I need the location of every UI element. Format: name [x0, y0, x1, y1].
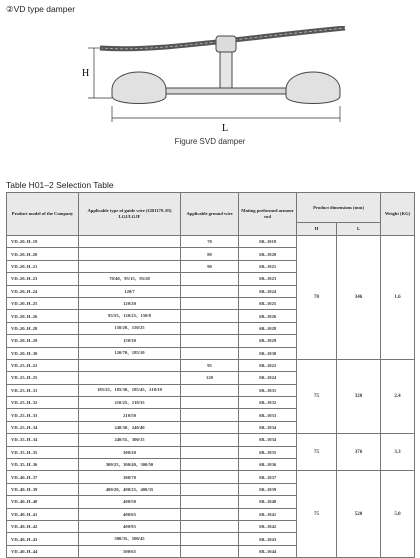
model-cell: VD–20–H–20: [7, 248, 79, 260]
ground-wire-cell: [181, 421, 239, 433]
guide-wire-cell: 210/25、210/35: [79, 397, 181, 409]
guide-wire-cell: [79, 236, 181, 248]
model-cell: VD–35–H–36: [7, 459, 79, 471]
armour-rod-cell: SR–1021: [239, 260, 297, 272]
guide-wire-cell: [79, 260, 181, 272]
model-cell: VD–20–H–25: [7, 297, 79, 309]
guide-wire-cell: [79, 359, 181, 371]
dim-h-cell: 70: [297, 236, 337, 360]
model-cell: VD–40–H–37: [7, 471, 79, 483]
model-cell: VD–20–H–29: [7, 335, 79, 347]
model-cell: VD–20–H–21: [7, 260, 79, 272]
ground-wire-cell: [181, 384, 239, 396]
ground-wire-cell: [181, 273, 239, 285]
dim-l-cell: 520: [337, 471, 381, 558]
model-cell: VD–25–H–25: [7, 372, 79, 384]
guide-wire-cell: 150/20、150/25: [79, 322, 181, 334]
ground-wire-cell: [181, 520, 239, 532]
ground-wire-cell: [181, 471, 239, 483]
header-armour-rod: Mating preformed armour rod: [239, 193, 297, 236]
armour-rod-cell: SR–1025: [239, 297, 297, 309]
dimension-l-label: L: [222, 123, 229, 134]
guide-wire-cell: 500/65: [79, 545, 181, 557]
header-dimensions: Product dimensions (mm): [297, 193, 381, 223]
messenger-cable: [160, 88, 292, 94]
ground-wire-cell: [181, 335, 239, 347]
dim-l-cell: 346: [337, 236, 381, 360]
armour-rod-cell: SR–1024: [239, 372, 297, 384]
armour-rod-cell: SR–1036: [239, 459, 297, 471]
table-body: [7, 236, 415, 558]
guide-wire-cell: 240/55、300/15: [79, 434, 181, 446]
model-cell: VD–40–H–42: [7, 520, 79, 532]
model-cell: VD–20–H–23: [7, 273, 79, 285]
armour-rod-cell: SR–1024: [239, 285, 297, 297]
armour-rod-cell: SR–1042: [239, 520, 297, 532]
weight-cell: 3.3: [381, 434, 415, 471]
table-row: [7, 359, 415, 371]
ground-wire-cell: [181, 483, 239, 495]
ground-wire-cell: [181, 434, 239, 446]
ground-wire-cell: [181, 409, 239, 421]
guide-wire-cell: 300/70: [79, 471, 181, 483]
ground-wire-cell: [181, 496, 239, 508]
model-cell: VD–35–H–35: [7, 446, 79, 458]
armour-rod-cell: SR–1044: [239, 545, 297, 557]
table-row: [7, 236, 415, 248]
damper-clamp: [216, 36, 236, 52]
guide-wire-cell: 300/20: [79, 446, 181, 458]
armour-rod-cell: SR–1019: [239, 236, 297, 248]
model-cell: VD–25–H–33: [7, 409, 79, 421]
selection-table: [6, 192, 415, 558]
armour-rod-cell: SR–1026: [239, 310, 297, 322]
armour-rod-cell: SR–1037: [239, 471, 297, 483]
damper-figure: [60, 26, 360, 136]
armour-rod-cell: SR–1032: [239, 397, 297, 409]
header-weight: Weight (KG): [381, 193, 415, 236]
table-title: Table H01–2 Selection Table: [6, 180, 114, 190]
armour-rod-cell: SR–1023: [239, 273, 297, 285]
model-cell: VD–40–H–41: [7, 508, 79, 520]
dim-h-cell: 75: [297, 471, 337, 558]
armour-rod-cell: SR–1028: [239, 322, 297, 334]
ground-wire-cell: [181, 347, 239, 359]
weight-cell: 5.0: [381, 471, 415, 558]
model-cell: VD–20–H–30: [7, 347, 79, 359]
model-cell: VD–25–H–32: [7, 397, 79, 409]
armour-rod-cell: SR–1034: [239, 434, 297, 446]
guide-wire-cell: 500/35、500/45: [79, 533, 181, 545]
model-cell: VD–25–H–22: [7, 359, 79, 371]
guide-wire-cell: 120/7: [79, 285, 181, 297]
armour-rod-cell: SR–1039: [239, 483, 297, 495]
ground-wire-cell: [181, 310, 239, 322]
ground-wire-cell: 90: [181, 260, 239, 272]
dim-l-cell: 376: [337, 434, 381, 471]
armour-rod-cell: SR–1040: [239, 496, 297, 508]
left-weight: [112, 72, 166, 104]
guide-wire-cell: 95/55、120/25、150/8: [79, 310, 181, 322]
armour-rod-cell: SR–1043: [239, 533, 297, 545]
armour-rod-cell: SR–1041: [239, 508, 297, 520]
ground-wire-cell: [181, 297, 239, 309]
armour-rod-cell: SR–1035: [239, 446, 297, 458]
model-cell: VD–40–H–40: [7, 496, 79, 508]
guide-wire-cell: 400/95: [79, 520, 181, 532]
guide-wire-cell: 70/40、95/15、95/20: [79, 273, 181, 285]
header-guide-wire: Applicable type of guide wire (GB1179–83) LGJ/LGJF: [79, 193, 181, 236]
armour-rod-cell: SR–1031: [239, 384, 297, 396]
weight-cell: 2.4: [381, 359, 415, 433]
model-cell: VD–20–H–19: [7, 236, 79, 248]
header-model: Product model of the Company: [7, 193, 79, 236]
ground-wire-cell: [181, 285, 239, 297]
figure-caption: Figure SVD damper: [174, 137, 246, 146]
armour-rod-cell: SR–1020: [239, 248, 297, 260]
model-cell: VD–25–H–31: [7, 384, 79, 396]
model-cell: VD–25–H–34: [7, 421, 79, 433]
right-weight: [286, 72, 340, 104]
dimension-h-label: H: [82, 68, 90, 79]
dim-l-cell: 320: [337, 359, 381, 433]
table-row: [7, 434, 415, 446]
damper-drawing: [60, 26, 360, 136]
model-cell: VD–20–H–24: [7, 285, 79, 297]
table-row: [7, 471, 415, 483]
header-l: L: [337, 223, 381, 236]
armour-rod-cell: SR–1030: [239, 347, 297, 359]
model-cell: VD–20–H–28: [7, 322, 79, 334]
guide-wire-cell: [79, 248, 181, 260]
guide-wire-cell: 400/50: [79, 496, 181, 508]
guide-wire-cell: 210/50: [79, 409, 181, 421]
ground-wire-cell: [181, 459, 239, 471]
ground-wire-cell: 95: [181, 359, 239, 371]
ground-wire-cell: [181, 446, 239, 458]
model-cell: VD–40–H–43: [7, 533, 79, 545]
dim-h-cell: 75: [297, 359, 337, 433]
guide-wire-cell: 185/25、185/30、185/45、210/10: [79, 384, 181, 396]
ground-wire-cell: [181, 545, 239, 557]
armour-rod-cell: SR–1029: [239, 335, 297, 347]
ground-wire-cell: 70: [181, 236, 239, 248]
header-h: H: [297, 223, 337, 236]
armour-rod-cell: SR–1034: [239, 421, 297, 433]
ground-wire-cell: [181, 397, 239, 409]
model-cell: VD–40–H–44: [7, 545, 79, 557]
guide-wire-cell: 150/30: [79, 335, 181, 347]
ground-wire-cell: 80: [181, 248, 239, 260]
dim-h-cell: 75: [297, 434, 337, 471]
section-title: ②VD type damper: [6, 4, 76, 14]
guide-wire-cell: 400/65: [79, 508, 181, 520]
guide-wire-cell: 120/70、185/10: [79, 347, 181, 359]
model-cell: VD–20–H–26: [7, 310, 79, 322]
header-ground-wire: Applicable ground wire: [181, 193, 239, 236]
guide-wire-cell: [79, 372, 181, 384]
ground-wire-cell: [181, 322, 239, 334]
guide-wire-cell: 120/20: [79, 297, 181, 309]
model-cell: VD–40–H–39: [7, 483, 79, 495]
ground-wire-cell: 120: [181, 372, 239, 384]
weight-cell: 1.6: [381, 236, 415, 360]
model-cell: VD–35–H–34: [7, 434, 79, 446]
guide-wire-cell: 240/30、240/40: [79, 421, 181, 433]
armour-rod-cell: SR–1033: [239, 409, 297, 421]
armour-rod-cell: SR–1022: [239, 359, 297, 371]
guide-wire-cell: 400/20、400/25、400/35: [79, 483, 181, 495]
ground-wire-cell: [181, 533, 239, 545]
ground-wire-cell: [181, 508, 239, 520]
guide-wire-cell: 300/25、300/40、300/50: [79, 459, 181, 471]
